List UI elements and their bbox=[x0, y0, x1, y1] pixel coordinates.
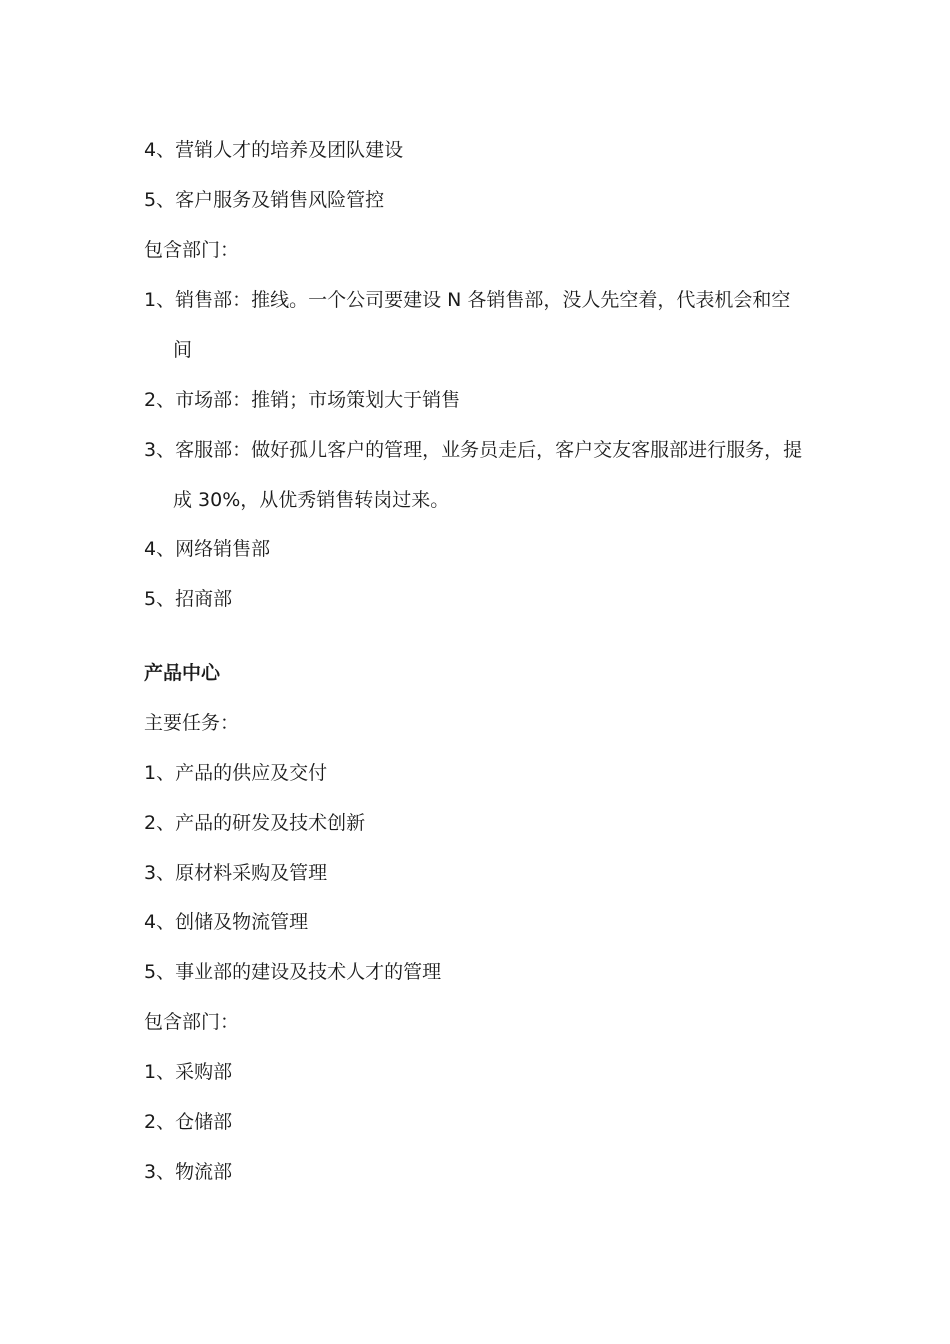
marketing-task-4: 4、营销人才的培养及团队建设 bbox=[144, 139, 404, 161]
department-warehousing: 2、仓储部 bbox=[144, 1111, 233, 1133]
product-task-5: 5、事业部的建设及技术人才的管理 bbox=[144, 961, 442, 983]
department-customer-service-continued: 成 30%，从优秀销售转岗过来。 bbox=[173, 489, 450, 511]
department-customer-service: 3、客服部：做好孤儿客户的管理，业务员走后，客户交友客服部进行服务，提 bbox=[144, 439, 803, 461]
product-task-4: 4、创储及物流管理 bbox=[144, 911, 309, 933]
section-heading-product-center: 产品中心 bbox=[144, 662, 221, 684]
department-sales-continued: 间 bbox=[173, 339, 193, 361]
department-logistics: 3、物流部 bbox=[144, 1161, 233, 1183]
product-task-2: 2、产品的研发及技术创新 bbox=[144, 812, 366, 834]
department-purchasing: 1、采购部 bbox=[144, 1061, 233, 1083]
departments-label: 包含部门： bbox=[144, 239, 240, 261]
department-online-sales: 4、网络销售部 bbox=[144, 538, 271, 560]
main-tasks-label: 主要任务： bbox=[144, 712, 240, 734]
product-task-3: 3、原材料采购及管理 bbox=[144, 862, 328, 884]
department-investment: 5、招商部 bbox=[144, 588, 233, 610]
department-sales: 1、销售部：推线。一个公司要建设 N 各销售部，没人先空着，代表机会和空 bbox=[144, 289, 791, 311]
marketing-task-5: 5、客户服务及销售风险管控 bbox=[144, 189, 385, 211]
product-departments-label: 包含部门： bbox=[144, 1011, 240, 1033]
product-task-1: 1、产品的供应及交付 bbox=[144, 762, 328, 784]
department-marketing: 2、市场部：推销；市场策划大于销售 bbox=[144, 389, 461, 411]
